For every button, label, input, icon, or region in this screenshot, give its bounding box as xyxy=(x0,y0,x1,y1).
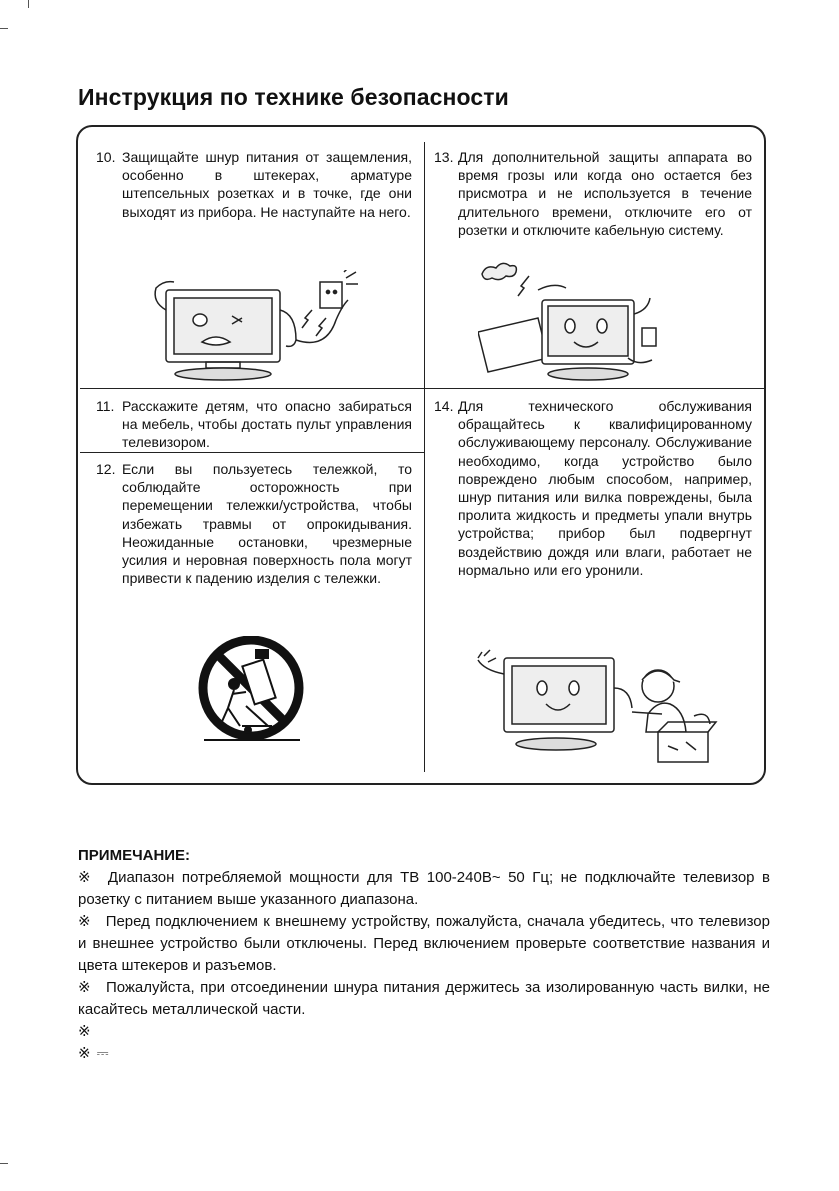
item-text: Если вы пользуетесь тележкой, то соблюдайте осторожность при перемещении тележки/устройства, чтобы избежать травмы от опрокидывания. Неожиданные остановки, чрезмерные усилия и неровная поверхность пола могут привести к падению изделия с тележки. xyxy=(122,461,412,587)
instruction-item-11 xyxy=(96,397,412,452)
crop-mark-left xyxy=(0,28,8,29)
item-text: Расскажите детям, что опасно забираться на мебель, чтобы достать пульт управления телевизором. xyxy=(122,398,412,451)
reference-mark: ※ xyxy=(78,913,92,930)
crop-mark-top xyxy=(28,0,29,8)
item-text: Защищайте шнур питания от защемления, особенно в штекерах, арматуре штепсельных розетках и в точке, где они выходят из прибора. Не наступайте на него. xyxy=(122,149,412,220)
instruction-item-10 xyxy=(96,148,412,221)
note-text: Пожалуйста, при отсоединении шнура питания держитесь за изолированную часть вилки, не касайтесь металлической части. xyxy=(78,979,770,1018)
page-title: Инструкция по технике безопасности xyxy=(78,84,509,110)
tv-repair-service-illustration xyxy=(462,644,722,774)
row-divider xyxy=(80,388,764,389)
crop-mark-bottom-left xyxy=(0,1163,8,1164)
note-text: Диапазон потребляемой мощности для ТВ 100-240В~ 50 Гц; не подключайте телевизор в розетку с питанием выше указанного диапазона. xyxy=(78,869,770,908)
reference-mark: ※ xyxy=(78,1023,91,1040)
reference-mark: ※ xyxy=(78,979,92,996)
tv-thunderstorm-illustration xyxy=(478,262,668,387)
cart-tipping-warning-icon xyxy=(196,636,306,746)
note-line-2 xyxy=(78,911,770,977)
item-number: 14. xyxy=(434,398,454,414)
note-line-4 xyxy=(78,1021,770,1043)
note-line-3 xyxy=(78,977,770,1021)
item-number: 12. xyxy=(96,461,116,477)
item-number: 13. xyxy=(434,149,454,165)
note-line-5 xyxy=(78,1043,770,1065)
column-divider xyxy=(424,142,425,772)
instruction-item-12 xyxy=(96,460,412,587)
note-line-1 xyxy=(78,867,770,911)
item-number: 10. xyxy=(96,149,116,165)
reference-mark: ※ xyxy=(78,869,94,886)
dc-symbol-icon: ⎓ xyxy=(96,1045,109,1062)
note-heading: ПРИМЕЧАНИЕ: xyxy=(78,847,191,864)
instruction-item-13 xyxy=(434,148,752,239)
item-number: 11. xyxy=(96,398,115,414)
item-text: Для дополнительной защиты аппарата во время грозы или когда оно остается без присмотра и не используется в течение длительного времени, отключите его от розетки и отключите кабельную систему. xyxy=(458,149,752,238)
item-11-divider xyxy=(80,452,424,453)
reference-mark: ※ xyxy=(78,1045,91,1062)
tv-power-cord-illustration xyxy=(140,270,370,385)
item-text: Для технического обслуживания обращайтесь к квалифицированному обслуживающему персоналу. Обслуживание необходимо, когда устройство было повреждено любым способом, например, шнур питания или вилка повреждены, была пролита жидкость и предметы упали внутрь устройства; прибор был подвергнут воздействию дождя или влаги, работает не нормально или его уронили. xyxy=(458,398,752,578)
note-text: Перед подключением к внешнему устройству, пожалуйста, сначала убедитесь, что телевизор и внешнее устройство были отключены. Перед включением проверьте соответствие названия и цвета штекеров и разъемов. xyxy=(78,913,770,974)
instruction-item-14 xyxy=(434,397,752,579)
